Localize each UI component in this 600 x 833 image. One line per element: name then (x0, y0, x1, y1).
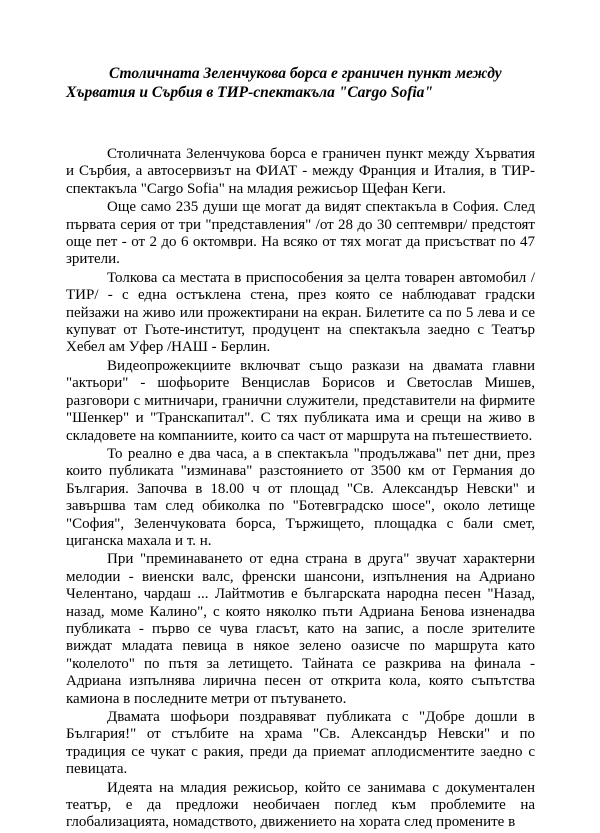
paragraph-1: Столичната Зеленчукова борса е граничен пункт между Хърватия и Сърбия, а автосервизът на ФИАТ - между Франция и Италия, в ТИР-спектакъла "Cargo Sofia" на младия режисьор Щефан Кеги. (66, 146, 535, 197)
paragraph-3: Толкова са местата в приспособения за целта товарен автомобил /ТИР/ - с една остъклена стена, през която се наблюдават градски пейзажи на живо или прожектирани на екран. Билетите са по 5 лева и се купуват от Гьоте-институт, продуцент на спектакъла заедно с Театър Хебел ам Уфер /НАШ - Берлин. (66, 269, 535, 356)
document-title: Столичната Зеленчукова борса е граничен пункт между Хърватия и Сърбия в ТИР-спектакъла "Cargo Sofia" (66, 65, 502, 101)
paragraph-5: То реално е два часа, а в спектакъла "продължава" пет дни, през които публиката "изминава" разстоянието от 3500 км от Германия до България. Започва в 18.00 ч от площад "Св. Александър Невски" и завършва там след обиколка по "Ботевградско шосе", около летище "София", Зеленчуковата борса, Тържището, площадка с бали смет, циганска махала и т. н. (66, 445, 535, 549)
paragraph-4: Видеопрожекциите включват също разкази на двамата главни "актьори" - шофьорите Венцислав Борисов и Светослав Мишев, разговори с митничари, гранични служители, представители на фирмите "Шенкер" и "Транскапитал". С тях публиката има и срещи на живо в складовете на компаниите, които са част от маршрута на пътешествието. (66, 357, 535, 444)
paragraph-2: Още само 235 души ще могат да видят спектакъла в София. След първата серия от три "представления" /от 28 до 30 септември/ предстоят още пет - от 2 до 6 октомври. На всяко от тях могат да присъстват по 47 зрители. (66, 199, 535, 268)
paragraph-7: Двамата шофьори поздравяват публиката с "Добре дошли в България!" от стълбите на храма "Св. Александър Невски" и по традиция се чукат с ракия, преди да приемат аплодисментите заедно с певицата. (66, 709, 535, 778)
document-page (66, 64, 535, 833)
paragraph-8: Идеята на младия режисьор, който се занимава с документален театър, е да предложи необичаен поглед към проблемите на глобализацията, номадството, движението на хората след промените в (66, 779, 535, 831)
paragraph-6: При "преминаването от една страна в друга" звучат характерни мелодии - виенски валс, френски шансони, изпълнения на Адриано Челентано, чардаш ... Лайтмотив е българската народна песен "Назад, назад, моме Калино", с която няколко пъти Адриана Бенова изненадва публиката - първо се чува гласът, като на запис, а после зрителите виждат младата певица в някое зелено оазисче по маршрута като "колелото" по пътя за летището. Тайната се разкрива на финала - Адриана изпълнява лирична песен от открита кола, която съпътства камиона в последните метри от пътуването. (66, 551, 535, 707)
